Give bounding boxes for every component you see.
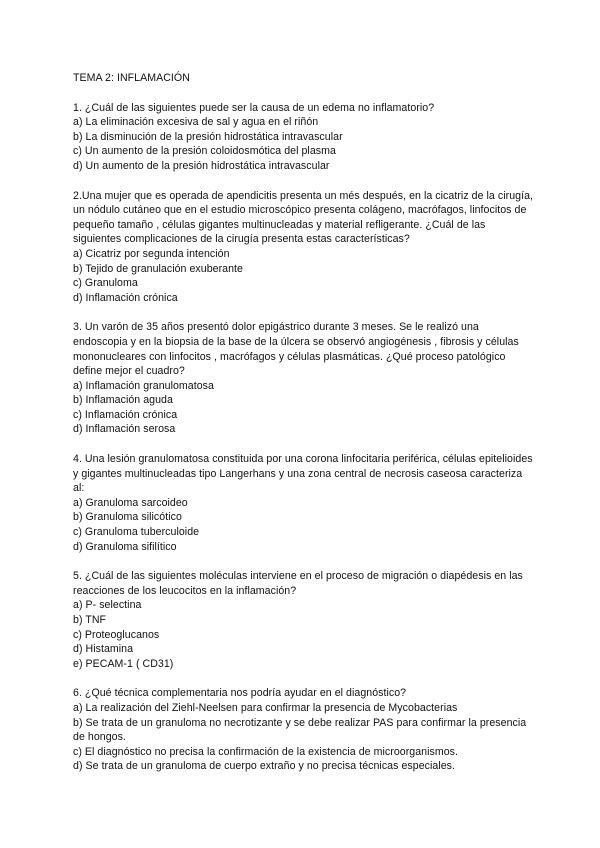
question-2 bbox=[73, 189, 533, 306]
answer-options bbox=[73, 379, 533, 437]
answer-option: a) La eliminación excesiva de sal y agua en el riñón bbox=[73, 116, 319, 129]
answer-option: c) Granuloma bbox=[73, 277, 138, 290]
answer-option: a) P- selectina bbox=[73, 599, 142, 612]
question-5 bbox=[73, 569, 533, 671]
answer-options bbox=[73, 598, 533, 671]
question-text: 1. ¿Cuál de las siguientes puede ser la causa de un edema no inflamatorio? bbox=[73, 101, 435, 114]
answer-option: c) Inflamación crónica bbox=[73, 408, 178, 421]
question-text: 2.Una mujer que es operada de apendicitis presenta un més después, en la cicatriz de la cirugía, un nódulo cutáneo que en el estudio microscópico presenta colágeno, macrófagos, linfocitos de pequeño tamaño , células gigantes multinucleadas y material refligerante. ¿Cuál de las siguientes complicaciones de la cirugía presenta estas características? bbox=[73, 189, 534, 246]
answer-option: d) Inflamación crónica bbox=[73, 291, 178, 304]
answer-option: b) TNF bbox=[73, 614, 107, 626]
answer-option: b) Granuloma silicótico bbox=[73, 511, 182, 524]
answer-option: b) Tejido de granulación exuberante bbox=[73, 262, 243, 275]
answer-option: a) Cicatriz por segunda intención bbox=[73, 247, 230, 260]
document-page bbox=[73, 71, 533, 789]
answer-option: c) Un aumento de la presión coloidosmótica del plasma bbox=[73, 145, 336, 158]
answer-option: a) La realización del Ziehl-Neelsen para confirmar la presencia de Mycobacterias bbox=[73, 701, 458, 714]
answer-option: b) Inflamación aguda bbox=[73, 394, 173, 407]
answer-option: b) Se trata de un granuloma no necrotizante y se debe realizar PAS para confirmar la presencia de hongos. bbox=[73, 716, 527, 744]
answer-option: d) Un aumento de la presión hidrostática intravascular bbox=[73, 159, 330, 172]
answer-option: d) Histamina bbox=[73, 643, 134, 656]
answer-option: d) Granuloma sifilítico bbox=[73, 540, 177, 553]
answer-options bbox=[73, 247, 533, 305]
answer-option: a) Granuloma sarcoideo bbox=[73, 496, 188, 509]
answer-options bbox=[73, 701, 533, 774]
question-4 bbox=[73, 452, 533, 554]
answer-option: b) La disminución de la presión hidrostática intravascular bbox=[73, 130, 343, 143]
answer-option: e) PECAM-1 ( CD31) bbox=[73, 657, 174, 670]
answer-option: a) Inflamación granulomatosa bbox=[73, 379, 214, 392]
answer-option: c) El diagnóstico no precisa la confirmación de la existencia de microorganismos. bbox=[73, 745, 459, 758]
question-text: 3. Un varón de 35 años presentó dolor epigástrico durante 3 meses. Se le realizó una endoscopia y en la biopsia de la base de la úlcera se observó angiogénesis , fibrosis y células mononucleares con linfocitos , macrófagos y células plasmáticas. ¿Qué proceso patológico define mejor el cuadro? bbox=[73, 321, 519, 378]
document-title: TEMA 2: INFLAMACIÓN bbox=[73, 72, 190, 84]
question-1 bbox=[73, 101, 533, 174]
answer-option: c) Granuloma tuberculoide bbox=[73, 526, 200, 539]
question-text: 5. ¿Cuál de las siguientes moléculas interviene en el proceso de migración o diapédesis en las reacciones de los leucocitos en la inflamación? bbox=[73, 570, 523, 597]
question-6 bbox=[73, 686, 533, 774]
question-3 bbox=[73, 320, 533, 437]
answer-option: d) Se trata de un granuloma de cuerpo extraño y no precisa técnicas especiales. bbox=[73, 760, 456, 773]
question-text: 4. Una lesión granulomatosa constituida por una corona linfocitaria periférica, células epitelioides y gigantes multinucleadas tipo Langerhans y una zona central de necrosis caseosa caracteriza al: bbox=[73, 453, 533, 495]
answer-option: c) Proteoglucanos bbox=[73, 628, 160, 641]
answer-options bbox=[73, 115, 533, 173]
answer-option: d) Inflamación serosa bbox=[73, 423, 176, 436]
answer-options bbox=[73, 496, 533, 554]
question-text: 6. ¿Qué técnica complementaria nos podría ayudar en el diagnóstico? bbox=[73, 687, 407, 700]
